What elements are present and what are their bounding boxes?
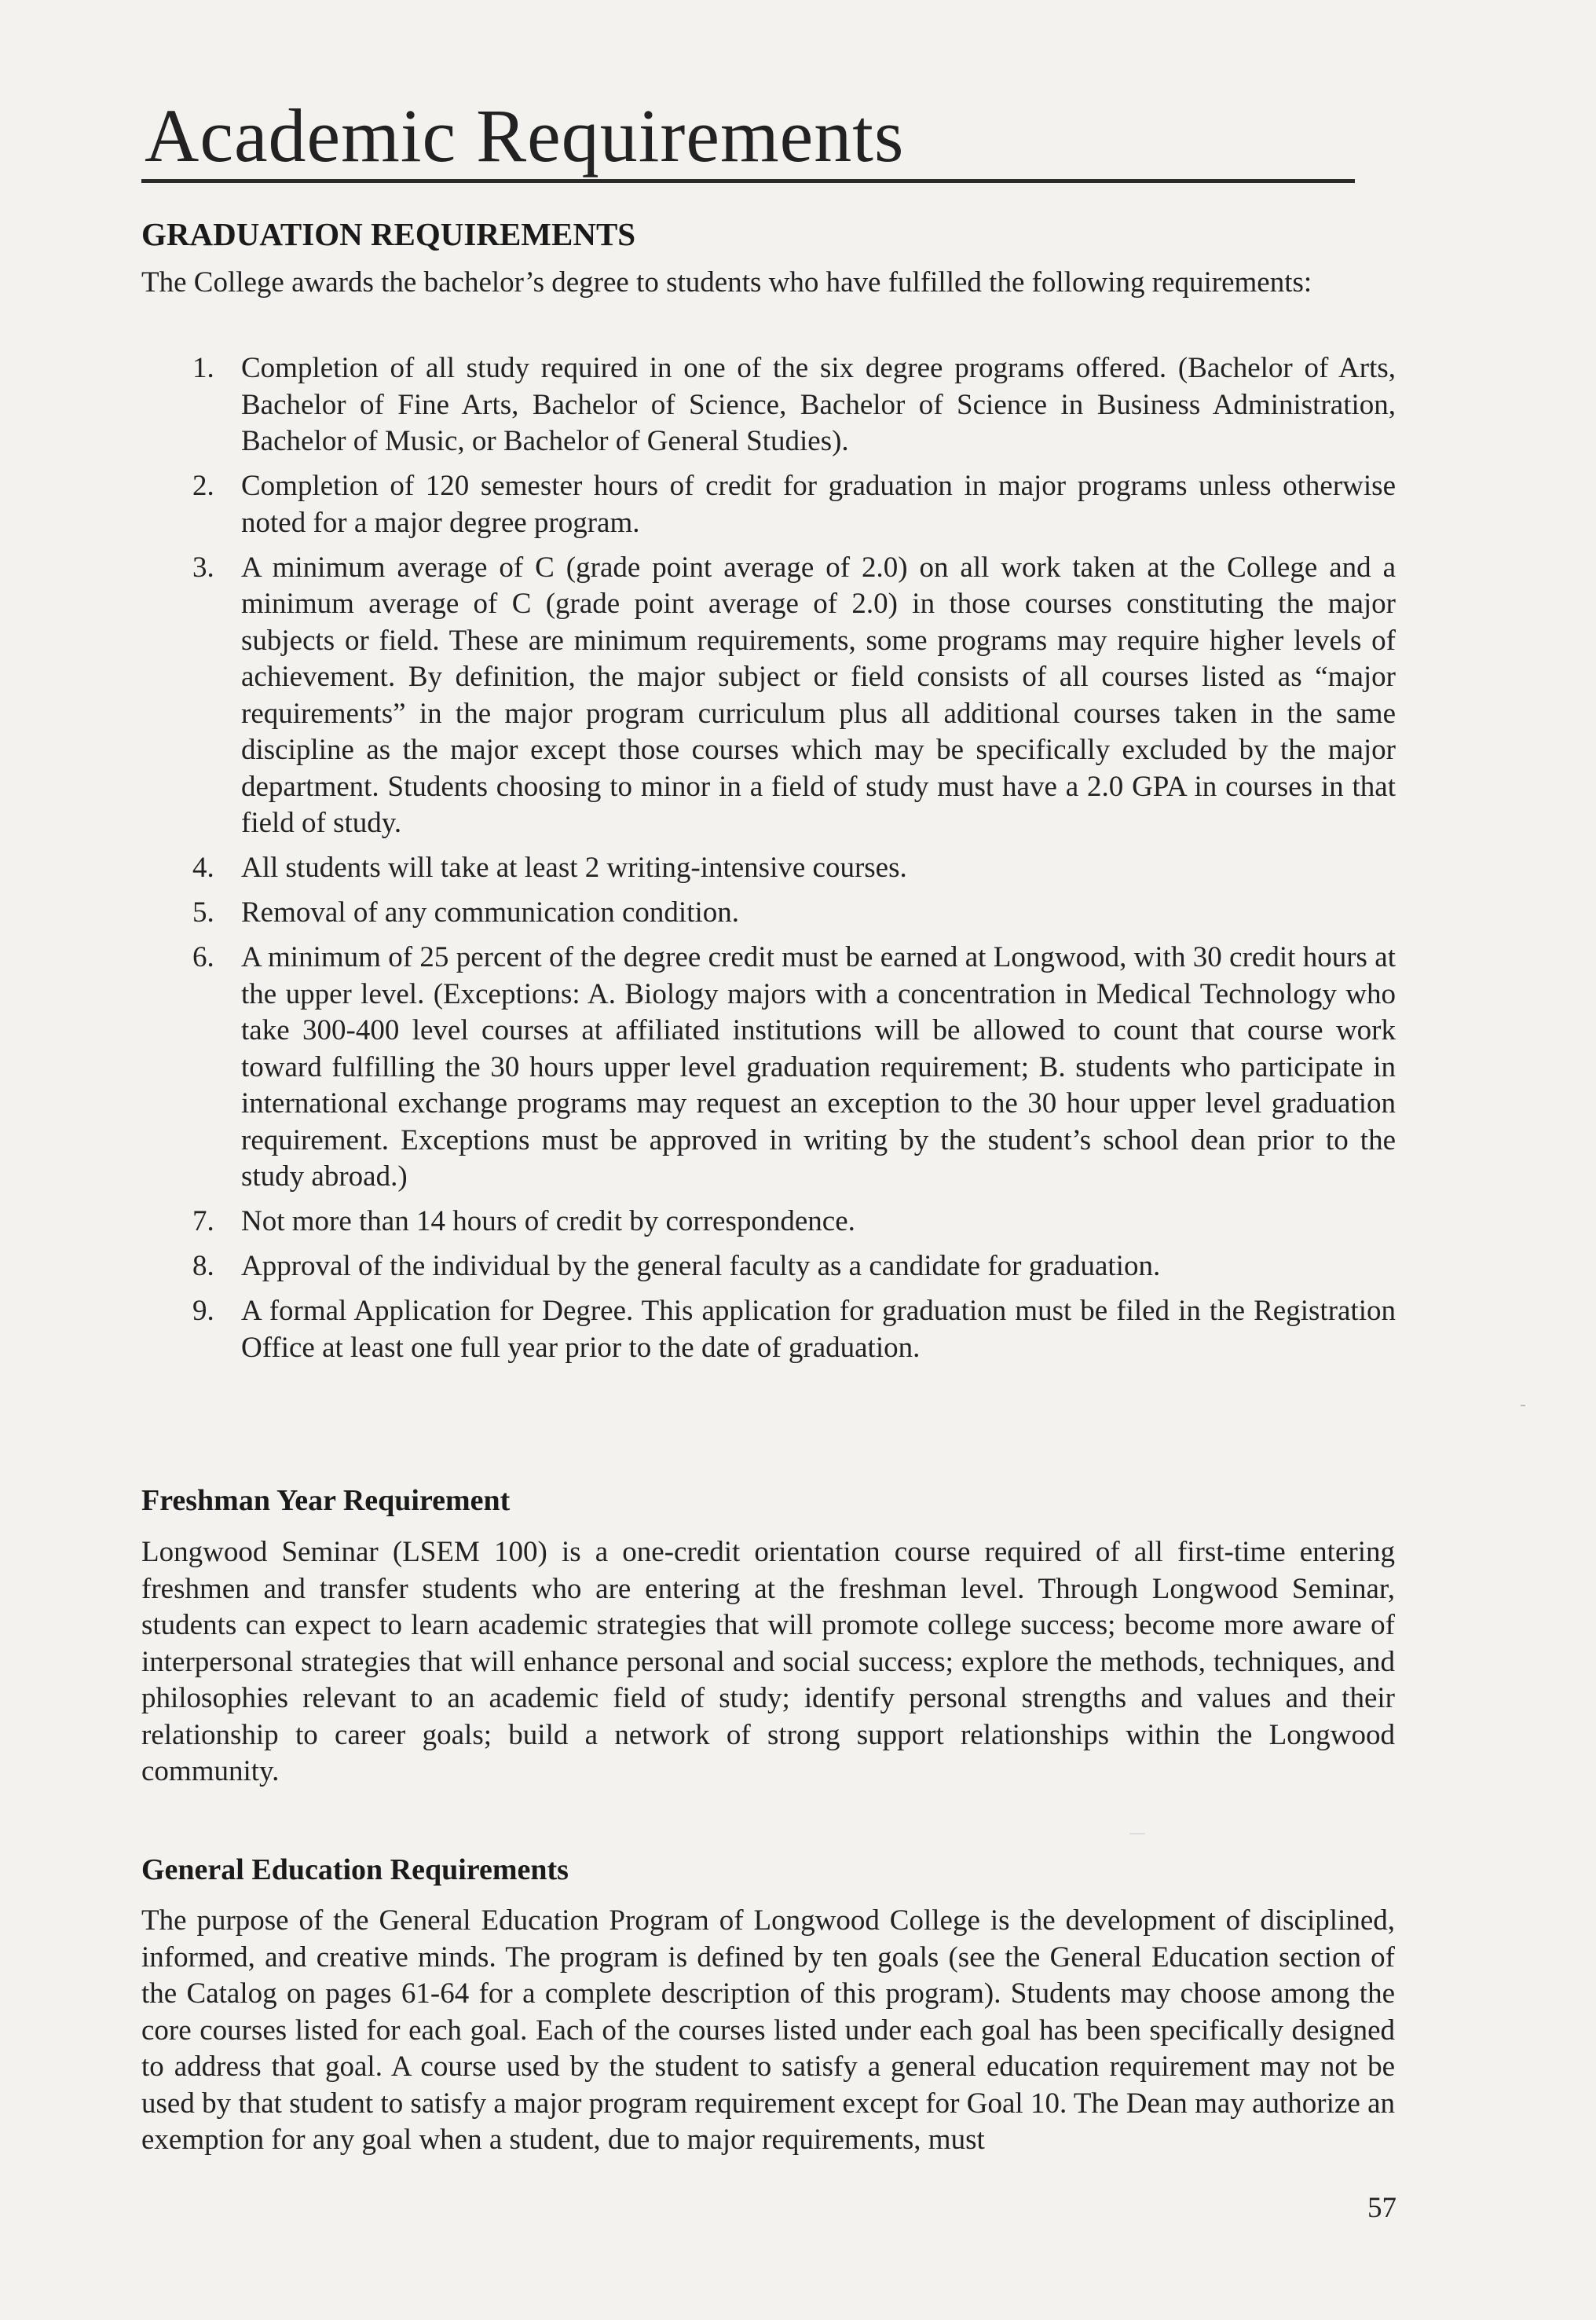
list-item-number: 4. — [192, 852, 214, 884]
graduation-requirements-heading: GRADUATION REQUIREMENTS — [141, 216, 636, 252]
list-item — [0, 895, 1596, 932]
scan-speck — [1129, 1833, 1145, 1834]
list-item-text: Completion of all study required in one of the six degree programs offered. (Bachelor of Arts, Bachelor of Fine Arts, Bachelor of Science, Bachelor of Science in Business Administration, Bachelor of Music, or Bachelor of General Studies). — [241, 352, 1396, 457]
list-item — [0, 468, 1596, 541]
list-item-number: 1. — [192, 352, 214, 384]
list-item-text: Approval of the individual by the general faculty as a candidate for graduation. — [241, 1250, 1161, 1282]
list-item — [0, 350, 1596, 460]
general-education-heading: General Education Requirements — [141, 1853, 569, 1886]
list-item-text: Not more than 14 hours of credit by correspondence. — [241, 1205, 855, 1237]
general-education-paragraph: The purpose of the General Education Program of Longwood College is the development of disciplined, informed, and creative minds. The program is defined by ten goals (see the General Education section of the Catalog on pages 61-64 for a complete description of this program). Students may choose among the core courses listed for each goal. Each of the courses listed under each goal has been specifically designed to address that goal. A course used by the student to satisfy a general education requirement may not be used by that student to satisfy a major program requirement except for Goal 10. The Dean may authorize an exemption for any goal when a student, due to major requirements, must — [141, 1904, 1395, 2156]
list-item-number: 3. — [192, 551, 214, 584]
list-item-text: A formal Application for Degree. This application for graduation must be filed in the Registration Office at least one full year prior to the date of graduation. — [241, 1295, 1396, 1364]
freshman-year-paragraph: Longwood Seminar (LSEM 100) is a one-credit orientation course required of all first-time entering freshmen and transfer students who are entering at the freshman level. Through Longwood Seminar, students can expect to learn academic strategies that will promote college success; become more aware of interpersonal strategies that will enhance personal and social success; explore the methods, techniques, and philosophies relevant to an academic field of study; identify personal strengths and values and their relationship to career goals; build a network of strong support relationships within the Longwood community. — [141, 1536, 1395, 1787]
list-item-number: 9. — [192, 1295, 214, 1327]
list-item-text: A minimum average of C (grade point average of 2.0) on all work taken at the College and a minimum average of C (grade point average of 2.0) in those courses constituting the major subjects or field. These are minimum requirements, some programs may require higher levels of achievement. By definition, the major subject or field consists of all courses listed as “major requirements” in the major program curriculum plus all additional courses taken in the same discipline as the major except those courses which may be specifically excluded by the major department. Students choosing to minor in a field of study must have a 2.0 GPA in courses in that field of study. — [241, 551, 1396, 839]
list-item-text: A minimum of 25 percent of the degree credit must be earned at Longwood, with 30 credit hours at the upper level. (Exceptions: A. Biology majors with a concentration in Medical Technology who take 300-400 level courses at affiliated institutions will be allowed to count that course work toward fulfilling the 30 hours upper level graduation requirement; B. students who participate in international exchange programs may request an exception to the 30 hour upper level graduation requirement. Exceptions must be approved in writing by the student’s school dean prior to the study abroad.) — [241, 941, 1396, 1193]
list-item-number: 5. — [192, 896, 214, 929]
list-item-text: All students will take at least 2 writing-intensive courses. — [241, 852, 907, 884]
list-item-number: 6. — [192, 941, 214, 973]
scan-speck — [1521, 1405, 1525, 1406]
graduation-requirements-list — [0, 350, 1596, 1375]
list-item — [0, 1248, 1596, 1285]
scan-mark — [799, 68, 802, 90]
list-item — [0, 850, 1596, 887]
title-rule — [141, 179, 1355, 183]
list-item-number: 7. — [192, 1205, 214, 1237]
list-item — [0, 1293, 1596, 1366]
page-number: 57 — [1367, 2192, 1396, 2224]
list-item-number: 8. — [192, 1250, 214, 1282]
list-item-text: Completion of 120 semester hours of credit for graduation in major programs unless otherwise noted for a major degree program. — [241, 470, 1396, 539]
list-item — [0, 940, 1596, 1196]
graduation-intro: The College awards the bachelor’s degree to students who have fulfilled the following requirements: — [141, 266, 1312, 299]
page-title: Academic Requirements — [145, 93, 905, 178]
list-item — [0, 1204, 1596, 1241]
list-item-text: Removal of any communication condition. — [241, 896, 740, 929]
list-item-number: 2. — [192, 470, 214, 502]
list-item — [0, 550, 1596, 842]
freshman-year-heading: Freshman Year Requirement — [141, 1484, 511, 1517]
